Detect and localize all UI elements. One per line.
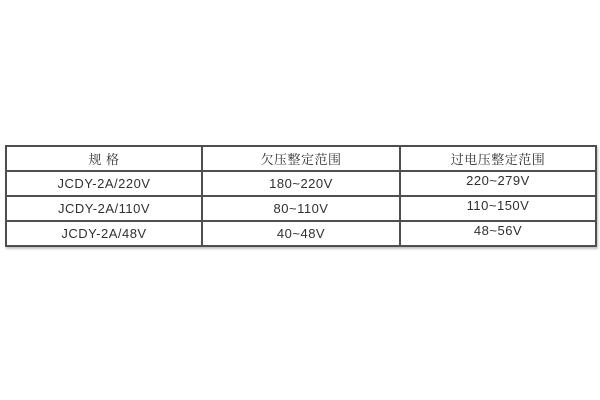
header-overvoltage-range: 过电压整定范围 bbox=[400, 146, 596, 171]
spec-table bbox=[5, 145, 597, 247]
header-spec: 规 格 bbox=[6, 146, 202, 171]
cell-undervoltage-range: 80~110V bbox=[202, 196, 400, 221]
table-row bbox=[6, 171, 596, 196]
cell-overvoltage-range bbox=[400, 171, 596, 196]
cell-spec: JCDY-2A/220V bbox=[6, 171, 202, 196]
cell-undervoltage-range: 40~48V bbox=[202, 221, 400, 246]
table-row bbox=[6, 221, 596, 246]
table-header-row bbox=[6, 146, 596, 171]
cell-overvoltage-value: 110~150V bbox=[466, 198, 530, 213]
cell-spec: JCDY-2A/110V bbox=[6, 196, 202, 221]
cell-spec: JCDY-2A/48V bbox=[6, 221, 202, 246]
cell-overvoltage-range bbox=[400, 221, 596, 246]
header-undervoltage-range: 欠压整定范围 bbox=[202, 146, 400, 171]
table-row bbox=[6, 196, 596, 221]
cell-overvoltage-value: 220~279V bbox=[466, 173, 530, 188]
cell-overvoltage-value: 48~56V bbox=[473, 223, 523, 238]
cell-undervoltage-range: 180~220V bbox=[202, 171, 400, 196]
cell-overvoltage-range bbox=[400, 196, 596, 221]
